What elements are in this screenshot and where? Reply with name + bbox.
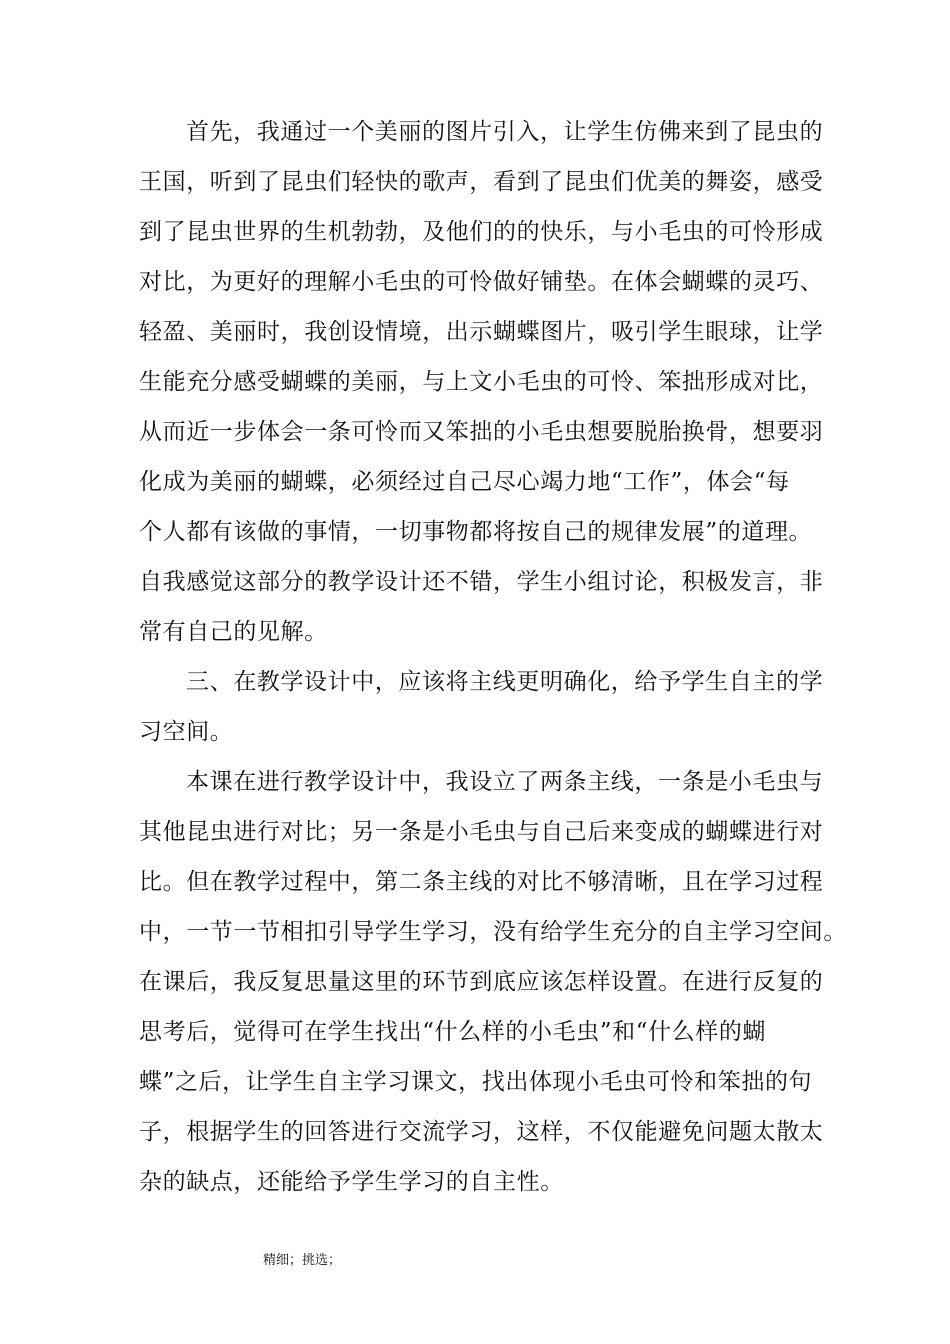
paragraph-line: 首先，我通过一个美丽的图片引入，让学生仿佛来到了昆虫的 — [186, 119, 824, 145]
paragraph-line: 中，一节一节相扣引导学生学习，没有给学生充分的自主学习空间。 — [139, 919, 847, 945]
paragraph-line: 本课在进行教学设计中，我设立了两条主线，一条是小毛虫与 — [186, 769, 824, 795]
paragraph-line: 从而近一步体会一条可怜而又笨拙的小毛虫想要脱胎换骨，想要羽 — [139, 419, 824, 445]
paragraph-line: 比。但在教学过程中，第二条主线的对比不够清晰，且在学习过程 — [139, 869, 824, 895]
paragraph-line: 自我感觉这部分的教学设计还不错，学生小组讨论，积极发言，非 — [139, 569, 824, 595]
paragraph-line: 对比，为更好的理解小毛虫的可怜做好铺垫。在体会蝴蝶的灵巧、 — [139, 269, 824, 295]
paragraph-line: 思考后，觉得可在学生找出“什么样的小毛虫”和“什么样的蝴 — [139, 1019, 767, 1045]
paragraph-line: 生能充分感受蝴蝶的美丽，与上文小毛虫的可怜、笨拙形成对比， — [139, 369, 824, 395]
paragraph-line: 蝶”之后，让学生自主学习课文，找出体现小毛虫可怜和笨拙的句 — [139, 1069, 813, 1095]
paragraph-line: 王国，听到了昆虫们轻快的歌声，看到了昆虫们优美的舞姿，感受 — [139, 169, 824, 195]
paragraph-line: 其他昆虫进行对比；另一条是小毛虫与自己后来变成的蝴蝶进行对 — [139, 819, 824, 845]
paragraph-line: 杂的缺点，还能给予学生学习的自主性。 — [139, 1169, 564, 1195]
paragraph-line: 个人都有该做的事情，一切事物都将按自己的规律发展”的道理。 — [139, 519, 813, 545]
section-heading-line: 习空间。 — [139, 719, 234, 745]
paragraph-line: 轻盈、美丽时，我创设情境，出示蝴蝶图片，吸引学生眼球，让学 — [139, 319, 824, 345]
paragraph-line: 在课后，我反复思量这里的环节到底应该怎样设置。在进行反复的 — [139, 969, 824, 995]
paragraph-line: 常有自己的见解。 — [139, 619, 328, 645]
footer-note: 精细；挑选； — [263, 1253, 342, 1268]
section-heading-line: 三、在教学设计中，应该将主线更明确化，给予学生自主的学 — [186, 669, 824, 695]
paragraph-line: 到了昆虫世界的生机勃勃，及他们的的快乐，与小毛虫的可怜形成 — [139, 219, 824, 245]
paragraph-line: 子，根据学生的回答进行交流学习，这样，不仅能避免问题太散太 — [139, 1119, 824, 1145]
paragraph-line: 化成为美丽的蝴蝶，必须经过自己尽心竭力地“工作”，体会“每 — [139, 469, 790, 495]
